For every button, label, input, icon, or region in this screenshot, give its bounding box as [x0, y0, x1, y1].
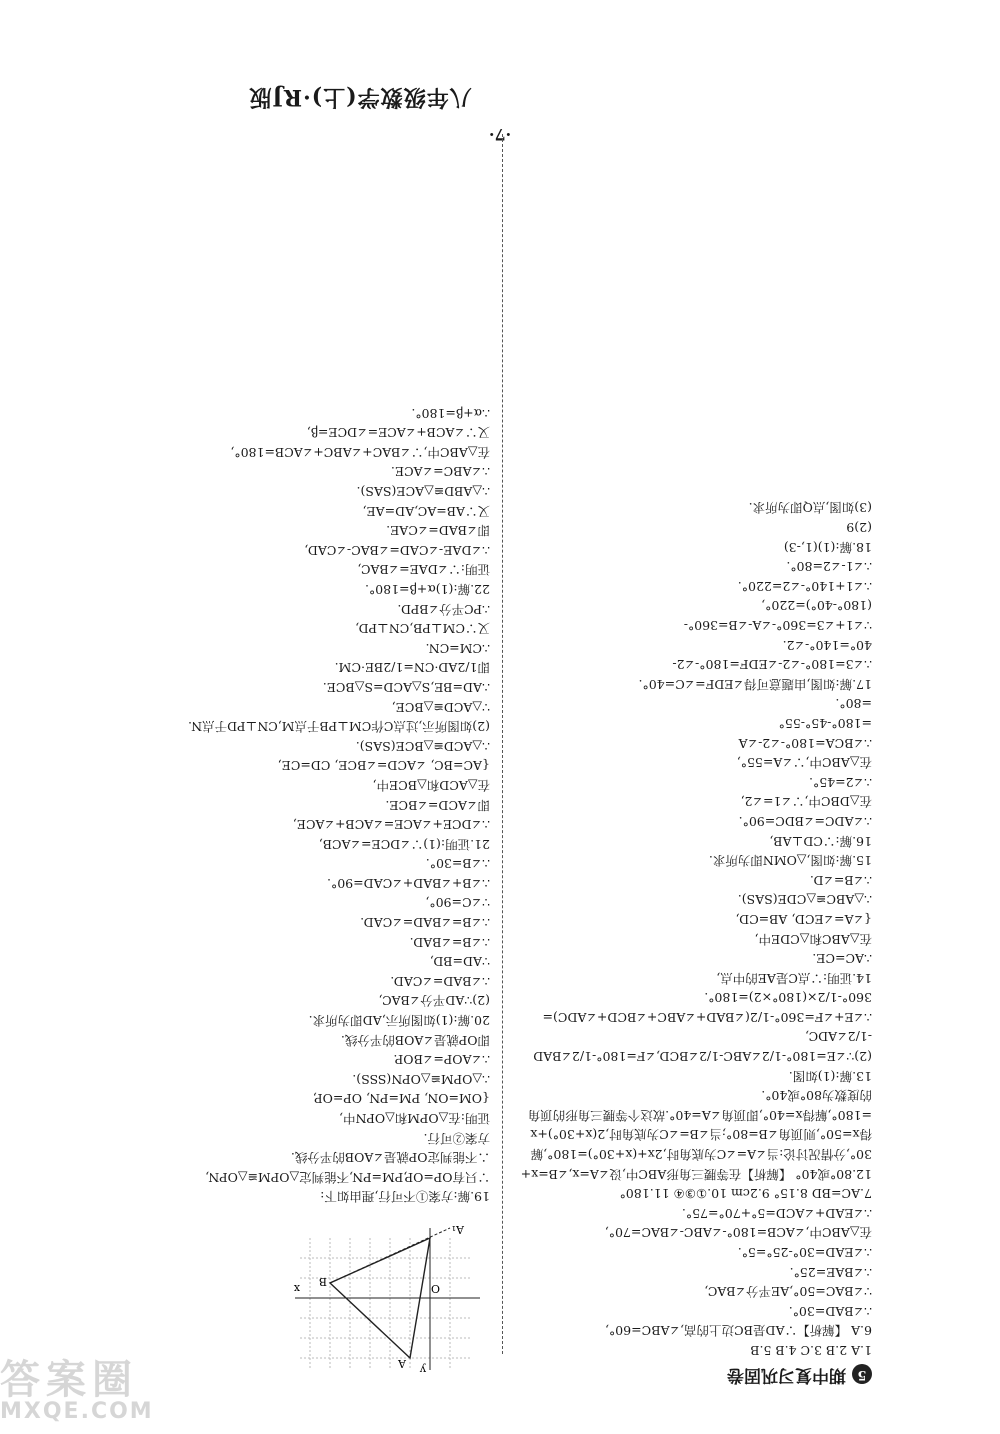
- left-column-line: 17.解:如图,由题意可得∠EDF=∠C=40°.: [638, 676, 872, 692]
- right-column-line: 即∠BAD=∠CAE.: [386, 523, 490, 539]
- right-column-line: 22.解:(1)α+β=180°.: [365, 582, 490, 597]
- q18-label-a: A: [398, 1357, 406, 1370]
- q18-label-y: y: [419, 1363, 426, 1376]
- right-column-line: 又∵AB=AC,AD=AE,: [362, 503, 490, 519]
- right-column-line: ∴△OPM≌△OPN(SSS).: [352, 1071, 490, 1087]
- left-column-line: 1.A 2.B 3.C 4.B 5.B: [750, 1343, 872, 1358]
- right-column-line: 又∵∠ACB+∠ACE=∠DCE=β,: [306, 425, 490, 441]
- left-column-line: 6.A 【解析】∵AD是BC边上的高,∠ABC=60°,: [604, 1323, 872, 1339]
- right-column-line: ∴∠B+∠BAD+∠CAD=90°.: [327, 875, 490, 891]
- right-column-line: ∴∠AOP=∠BOP.: [393, 1052, 490, 1068]
- left-column-line: 18.解:(1)(1,-3): [783, 539, 872, 555]
- q18-label-b: B: [318, 1275, 327, 1288]
- left-column-line: (2)∵∠E=180°-1/2∠ABC-1/2∠BCD,∠F=180°-1/2∠BAD: [533, 1049, 872, 1065]
- right-column-line: {AC=BC, ∠ACD=∠BCE, CD=CE,: [277, 758, 490, 774]
- right-column-line: ∴不能判定OP就是∠AOB的平分线.: [290, 1150, 490, 1166]
- left-column-line: =180°-45°-55°: [778, 716, 872, 731]
- right-column-line: 在△ACD和△BCE中,: [372, 777, 490, 793]
- right-column-line: ∴CM=CN.: [425, 640, 490, 656]
- right-column-line: 证明:∵∠DAE=∠BAC,: [357, 562, 490, 578]
- right-column-line: ∴△ABD≌△ACE(SAS).: [356, 484, 490, 500]
- right-column-line: ∴△ACD≌△BCE(SAS).: [355, 738, 490, 754]
- section-title: [512, 1364, 872, 1384]
- left-column-line: ∵∠1+∠3=360°-∠A-∠B=360°-: [683, 618, 872, 634]
- right-column-line: 即∠ACD=∠BCE.: [385, 797, 490, 813]
- left-column-line: ∴∠BAE=25°.: [789, 1264, 872, 1280]
- right-column-line: ∵只有OP=OP,PM=PN,不能判定△OPM≌△OPN,: [205, 1169, 490, 1185]
- right-column-line: ∵AD=BD,: [429, 954, 490, 970]
- left-column-line: ∴∠E+∠F=360°-1/2(∠BAD+∠ABC+∠BCD+∠ADC)=: [542, 1009, 872, 1025]
- right-column-line: ∴∠DAE-∠CAD=∠BAC-∠CAD,: [304, 542, 490, 558]
- left-column-line: 在△ABC中,∵∠A=55°,: [736, 755, 872, 771]
- left-column-line: ∴∠B=∠D.: [809, 872, 872, 888]
- left-column-line: ∴∠1+140°-∠2=220°.: [737, 578, 872, 594]
- left-column-line: =80°.: [835, 696, 872, 712]
- right-column-line: ∵∠C=90°,: [425, 895, 490, 911]
- q18-label-x: x: [293, 1282, 300, 1295]
- right-column-line: 又∵CM⊥PB,CN⊥PD,: [355, 621, 490, 637]
- right-column-line: ∵△ACD≌△BCE,: [391, 699, 490, 715]
- right-column-line: ∴∠B=30°.: [425, 856, 490, 872]
- left-column-line: 的度数为80°或40°.: [761, 1088, 872, 1104]
- right-column-line: {OM=ON, PM=PN, OP=OP,: [312, 1091, 490, 1107]
- left-column-line: 在△DBC中,∵∠1=∠2,: [740, 794, 872, 810]
- left-column-line: ∴∠EAD+∠ACD=5°+70°=75°.: [681, 1205, 872, 1221]
- right-column-line: ∴∠ABC=∠ACE.: [390, 464, 490, 480]
- right-column-line: 21.证明:(1)∵∠DCE=∠ACB,: [318, 836, 490, 852]
- right-column-line: (2)如图所示,过点C作CM⊥PB于点M,CN⊥PD于点N.: [187, 719, 490, 735]
- right-column-line: 即1/2AD·CN=1/2BE·CM.: [334, 660, 490, 676]
- left-column-line: ∵∠BAC=50°,AE平分∠BAC,: [704, 1284, 872, 1300]
- left-column-line: (3)如图,点Q即为所求.: [748, 500, 872, 516]
- left-column-line: 在△ABC中,∠ACB=180°-∠ABC-∠BAC=70°,: [604, 1225, 872, 1241]
- section-title-text: 期中复习巩固卷: [727, 1364, 846, 1385]
- left-column-line: ∴∠ADC=∠BDC=90°.: [738, 813, 872, 829]
- left-column-line: 12.80°或40° 【解析】在等腰三角形ABC中,设∠A=x,∠B=x+: [520, 1166, 872, 1182]
- right-column-line: ∴∠BAD=∠CAD.: [390, 973, 490, 989]
- left-column-line: ∴AC=CE.: [812, 951, 872, 967]
- right-column-line: ∴∠B=∠BAD.: [409, 934, 490, 950]
- left-column-line: 360°-1/2×(180°×2)=180°.: [704, 990, 872, 1006]
- left-column-line: 15.解:如图,△OMN即为所求.: [708, 853, 872, 869]
- left-column-line: 在△ABC和△CDE中,: [754, 931, 872, 947]
- page-header: 八年级数学(上)·RJ版: [248, 84, 472, 110]
- left-column-line: 30°,分情况讨论:当∠A=∠C为底角时,2x+(x+30°)=180°,解: [530, 1147, 872, 1163]
- right-column-line: ∴AD=BE,S△ACD=S△BCE.: [322, 679, 490, 695]
- left-column-line: ∴∠3=180°-∠2-∠EDF=180°-∠2-: [672, 657, 872, 673]
- right-column-line: 证明:在△OPM和△OPN中,: [339, 1111, 490, 1127]
- left-column-line: -1/2∠ADC,: [805, 1029, 872, 1045]
- right-column-line: 方案②可行.: [423, 1130, 490, 1146]
- right-column-line: (2)∵AD平分∠BAC,: [378, 993, 490, 1009]
- left-column-line: =180°,解得x=40°,即顶角∠A=40°.故这个等腰三角形的顶角: [527, 1107, 872, 1123]
- right-lines: [130, 403, 490, 1206]
- left-column-line: 13.解:(1)如图.: [788, 1068, 872, 1084]
- left-column: [512, 498, 872, 1384]
- left-column-line: ∴△ABC≌△CDE(SAS).: [737, 892, 872, 908]
- watermark-url: MXQE.COM: [0, 1399, 154, 1424]
- left-column-line: ∴∠2=45°.: [809, 774, 872, 790]
- left-column-line: ∴∠1-∠2=80°.: [786, 559, 872, 575]
- right-column-line: ∴∠B=∠BAD=∠CAD.: [360, 915, 490, 931]
- right-column: [130, 403, 490, 1384]
- left-column-line: (180°-40°)=220°,: [761, 598, 872, 614]
- section-badge: 5: [852, 1364, 872, 1384]
- left-column-line: {∠A=∠ECD, AB=CD,: [735, 911, 872, 927]
- watermark: [0, 1348, 360, 1428]
- left-column-line: ∴∠EAD=30°-25°=5°.: [737, 1245, 872, 1261]
- right-column-line: ∴PC平分∠BPD.: [397, 601, 490, 617]
- q18-label-a1: A₁: [451, 1223, 464, 1236]
- left-column-line: 40°=140°-∠2.: [782, 637, 872, 653]
- left-column-line: ∴∠BAD=30°.: [788, 1303, 872, 1319]
- page-number: ·7·: [488, 125, 512, 144]
- q18-label-o: O: [430, 1282, 440, 1295]
- right-column-line: ∴∠DCE+∠ACE=∠ACB+∠ACE,: [292, 817, 490, 833]
- left-column-line: 14.证明:∵点C是AE的中点,: [716, 970, 872, 986]
- left-column-line: (2)9: [846, 520, 872, 536]
- right-column-line: 在△ABC中,∵∠BAC+∠ABC+∠ACB=180°,: [230, 444, 490, 460]
- right-column-line: 20.解:(1)如图所示,AD即为所求.: [308, 1013, 490, 1029]
- right-column-line: ∴α+β=180°.: [411, 405, 490, 421]
- left-column-line: ∴∠BCA=180°-∠2-∠A: [738, 735, 872, 751]
- right-column-line: 即OP就是∠AOB的平分线.: [340, 1032, 490, 1048]
- left-lines: [512, 498, 872, 1360]
- right-column-line: 19.解:方案①不可行,理由如下:: [320, 1189, 490, 1205]
- left-column-line: 7.AC=BD 8.15° 9.2cm 10.①③④ 11.180°: [619, 1186, 872, 1202]
- left-column-line: 得x=50°,则顶角∠B=80°;当∠B=∠C为底角时,2(x+30°)+x: [530, 1127, 872, 1143]
- watermark-text: 答案圈: [0, 1357, 138, 1403]
- left-column-line: 16.解:∵CD⊥AB,: [769, 833, 872, 849]
- column-divider: [502, 134, 503, 1354]
